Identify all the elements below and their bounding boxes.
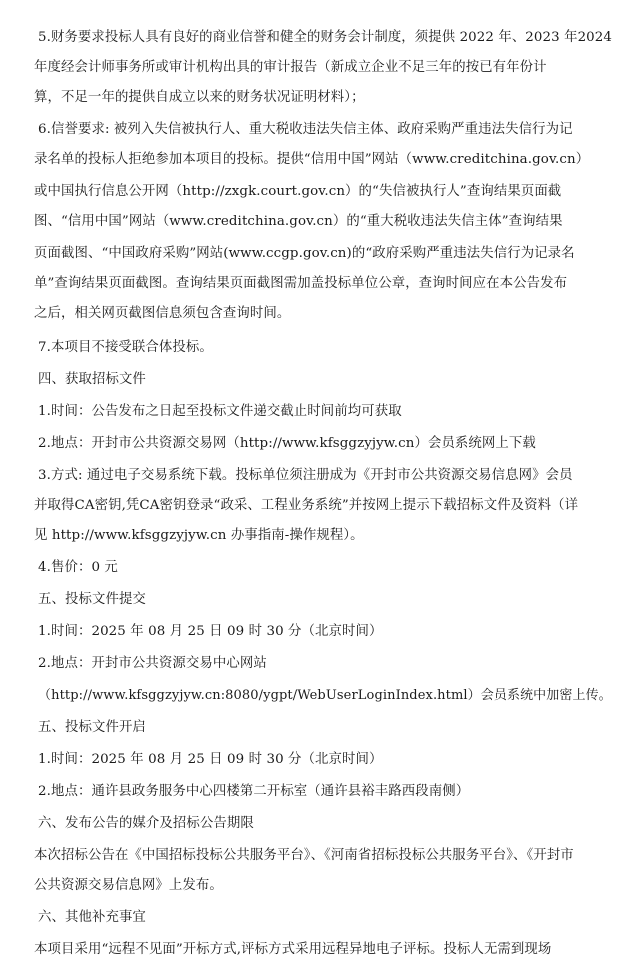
paragraph-line: 5.财务要求投标人具有良好的商业信誉和健全的财务会计制度，须提供 2022 年、2023 年2024 <box>38 30 613 45</box>
paragraph-line: 之后，相关网页截图信息须包含查询时间。 <box>34 306 291 321</box>
paragraph-line: 并取得CA密钥,凭CA密钥登录“政采、工程业务系统”并按网上提示下载招标文件及资料（详 <box>34 498 579 513</box>
paragraph-line: 图、“信用中国”网站（www.creditchina.gov.cn）的“重大税收违法失信主体”查询结果 <box>34 214 563 229</box>
paragraph-line: 录名单的投标人拒绝参加本项目的投标。提供“信用中国”网站（www.creditchina.gov.cn） <box>34 152 590 167</box>
paragraph-line: 3.方式: 通过电子交易系统下载。投标单位须注册成为《开封市公共资源交易信息网》会员 <box>38 468 573 483</box>
section-heading: 六、发布公告的媒介及招标公告期限 <box>38 816 254 831</box>
paragraph-line: 或中国执行信息公开网（http://zxgk.court.gov.cn）的“失信被执行人”查询结果页面截 <box>34 184 562 199</box>
paragraph-line: 公共资源交易信息网》上发布。 <box>34 878 223 893</box>
paragraph-line: （http://www.kfsggzyjyw.cn:8080/ygpt/WebUserLoginIndex.html）会员系统中加密上传。 <box>38 688 612 703</box>
paragraph-line: 算，不足一年的提供自成立以来的财务状况证明材料）； <box>34 90 365 105</box>
paragraph-line: 页面截图、“中国政府采购”网站(www.ccgp.gov.cn)的“政府采购严重违法失信行为记录名 <box>34 246 575 261</box>
section-heading: 五、投标文件提交 <box>38 592 146 607</box>
section-heading: 六、其他补充事宜 <box>38 910 146 925</box>
paragraph-line: 单”查询结果页面截图。查询结果页面截图需加盖投标单位公章，查询时间应在本公告发布 <box>34 276 568 291</box>
paragraph-line: 2.地点：开封市公共资源交易中心网站 <box>38 656 267 671</box>
paragraph-line: 本项目采用“远程不见面”开标方式,评标方式采用远程异地电子评标。投标人无需到现场 <box>34 942 552 957</box>
paragraph-line: 2.地点：通许县政务服务中心四楼第二开标室（通许县裕丰路西段南侧） <box>38 784 470 799</box>
paragraph-line: 年度经会计师事务所或审计机构出具的审计报告（新成立企业不足三年的按已有年份计 <box>34 60 547 75</box>
paragraph-line: 2.地点：开封市公共资源交易网（http://www.kfsggzyjyw.cn）会员系统网上下载 <box>38 436 536 451</box>
paragraph-line: 7.本项目不接受联合体投标。 <box>38 340 213 355</box>
paragraph-line: 1.时间：2025 年 08 月 25 日 09 时 30 分（北京时间） <box>38 624 383 639</box>
paragraph-line: 4.售价：0 元 <box>38 560 118 575</box>
paragraph-line: 见 http://www.kfsggzyjyw.cn 办事指南-操作规程）。 <box>34 528 364 543</box>
paragraph-line: 本次招标公告在《中国招标投标公共服务平台》、《河南省招标投标公共服务平台》、《开封市 <box>34 848 574 863</box>
paragraph-line: 1.时间：公告发布之日起至投标文件递交截止时间前均可获取 <box>38 404 402 419</box>
paragraph-line: 1.时间：2025 年 08 月 25 日 09 时 30 分（北京时间） <box>38 752 383 767</box>
section-heading: 四、获取招标文件 <box>38 372 146 387</box>
section-heading: 五、投标文件开启 <box>38 720 146 735</box>
paragraph-line: 6.信誉要求: 被列入失信被执行人、重大税收违法失信主体、政府采购严重违法失信行为记 <box>38 122 573 137</box>
